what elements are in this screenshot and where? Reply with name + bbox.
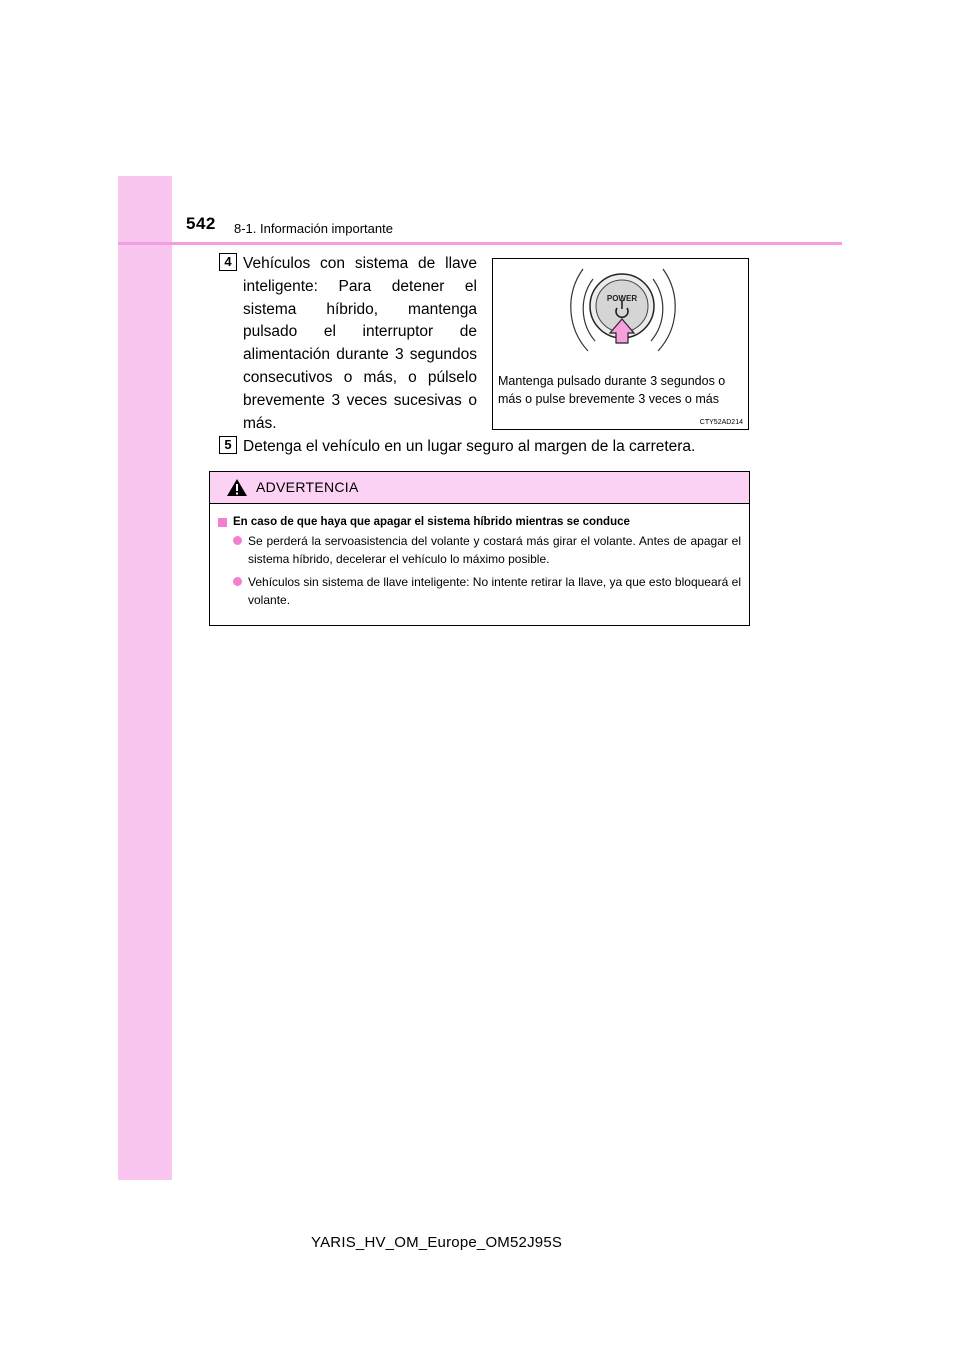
figure-caption: Mantenga pulsado durante 3 segundos o más o pulse brevemente 3 veces o más [498,374,726,406]
warning-bullet-text: Vehículos sin sistema de llave inteligente: No intente retirar la llave, ya que esto bloqueará el volante. [248,575,741,607]
step-5-text: Detenga el vehículo en un lugar seguro al margen de la carretera. [243,438,696,455]
warning-heading [218,516,741,528]
warning-triangle-icon [226,478,248,497]
page-number: 542 [186,214,216,233]
warning-body [210,504,749,609]
arc-left-outer [571,269,588,351]
figure-code: CTY52AD214 [699,419,743,426]
warning-title: ADVERTENCIA [256,479,359,495]
warning-box [209,471,750,626]
step-4-text: Vehículos con sistema de llave inteligente: Para detener el sistema híbrido, mantenga pulsado el interruptor de alimentación durante 3 segundos consecutivos o más, o púlselo brevemente 3 veces sucesivas o más. [243,255,477,432]
warning-bullet [218,573,741,609]
step-badge-5: 5 [219,436,237,454]
arc-right-outer [658,269,675,351]
warning-bullet [218,532,741,568]
warning-heading-text: En caso de que haya que apagar el sistema híbrido mientras se conduce [233,516,630,528]
power-switch-figure [492,258,749,430]
warning-header [210,472,749,504]
square-bullet-icon [218,518,227,527]
header-rule [118,242,842,245]
warning-bullet-text: Se perderá la servoasistencia del volante y costará más girar el volante. Antes de apagar el sistema híbrido, decelerar el vehículo lo máximo posible. [248,534,741,566]
document-footer: YARIS_HV_OM_Europe_OM52J95S [311,1234,563,1251]
circle-bullet-icon [233,577,242,586]
power-switch-illustration [493,259,750,369]
side-tab-strip [118,176,172,1180]
step-badge-4: 4 [219,253,237,271]
circle-bullet-icon [233,536,242,545]
power-label: POWER [606,294,638,303]
section-title: 8-1. Información importante [234,221,393,236]
